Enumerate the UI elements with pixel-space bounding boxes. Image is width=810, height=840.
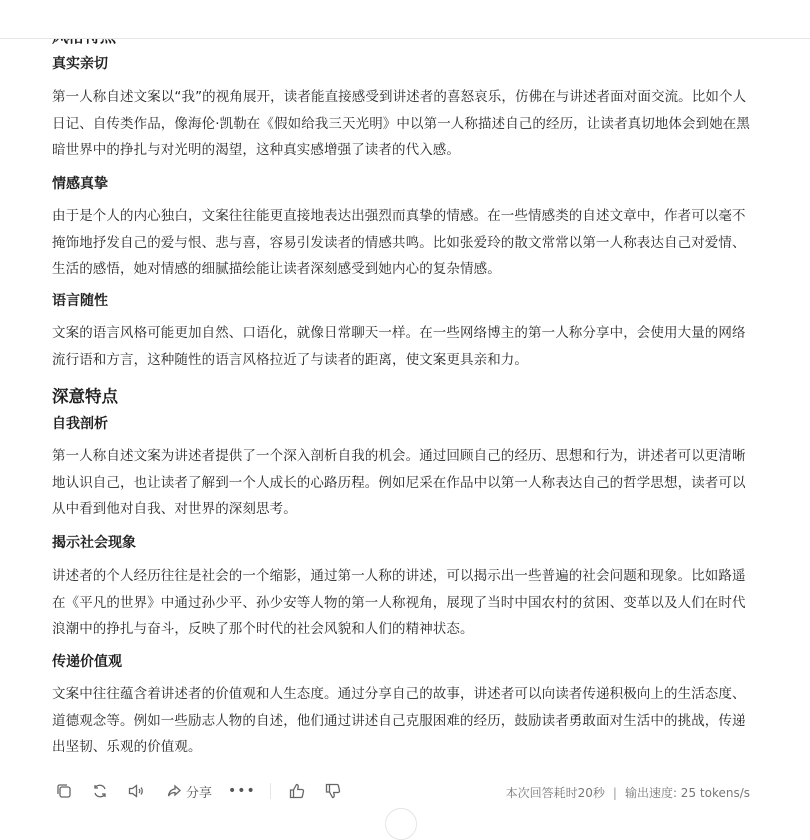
item-paragraph: 文案的语言风格可能更加自然、口语化，就像日常聊天一样。在一些网络博主的第一人称分享中，会使用大量的网络流行语和方言，这种随性的语言风格拉近了与读者的距离，使文案更具亲和力。 — [52, 325, 746, 368]
share-icon — [166, 783, 182, 799]
more-button[interactable]: ••• — [228, 783, 256, 799]
share-label: 分享 — [186, 785, 213, 801]
regenerate-button[interactable] — [88, 779, 112, 803]
refresh-icon — [91, 782, 109, 800]
like-button[interactable] — [285, 779, 309, 803]
sticky-header — [0, 0, 810, 39]
dislike-button[interactable] — [321, 779, 345, 803]
item-title: 真实亲切 — [52, 56, 108, 72]
copy-button[interactable] — [52, 779, 76, 803]
elapsed-time: 本次回答耗时20秒 — [505, 786, 605, 800]
item-title: 传递价值观 — [52, 654, 122, 670]
item-title: 语言随性 — [52, 293, 108, 309]
item-paragraph: 文案中往往蕴含着讲述者的价值观和人生态度。通过分享自己的故事，讲述者可以向读者传递积极向上的生活态度、道德观念等。例如一些励志人物的自述，他们通过讲述自己克服困难的经历，鼓励读者勇敢面对生活中的挑战，传递出坚韧、乐观的价值观。 — [52, 686, 746, 755]
item-title: 情感真挚 — [52, 176, 108, 192]
thumbs-down-icon — [324, 782, 342, 800]
scroll-to-bottom-button[interactable] — [385, 808, 417, 840]
section-heading-depth: 深意特点 — [52, 387, 118, 406]
response-stats — [506, 784, 750, 801]
share-button[interactable] — [166, 782, 212, 801]
item-paragraph: 由于是个人的内心独白，文案往往能更直接地表达出强烈而真挚的情感。在一些情感类的自述文章中，作者可以毫不掩饰地抒发自己的爱与恨、悲与喜，容易引发读者的情感共鸣。比如张爱玲的散文常常以第一人称表达自己对爱情、生活的感悟，她对情感的细腻描绘能让读者深刻感受到她内心的复杂情感。 — [52, 208, 746, 277]
item-paragraph: 第一人称自述文案以“我”的视角展开，读者能直接感受到讲述者的喜怒哀乐，仿佛在与讲述者面对面交流。比如个人日记、自传类作品，像海伦·凯勒在《假如给我三天光明》中以第一人称描述自己的经历，让读者真切地体会到她在黑暗世界中的挣扎与对光明的渴望，这种真实感增强了读者的代入感。 — [52, 89, 750, 158]
stats-divider: | — [612, 786, 617, 800]
item-title: 自我剖析 — [52, 416, 108, 432]
divider — [270, 783, 271, 799]
output-speed: 输出速度: 25 tokens/s — [624, 786, 750, 800]
copy-icon — [55, 782, 73, 800]
item-paragraph: 第一人称自述文案为讲述者提供了一个深入剖析自我的机会。通过回顾自己的经历、思想和行为，讲述者可以更清晰地认识自己，也让读者了解到一个人成长的心路历程。例如尼采在作品中以第一人称表达自己的哲学思想，读者可以从中看到他对自我、对世界的深刻思考。 — [52, 448, 746, 517]
item-title: 揭示社会现象 — [52, 535, 136, 551]
thumbs-up-icon — [288, 782, 306, 800]
speaker-icon — [127, 782, 145, 800]
item-paragraph: 讲述者的个人经历往往是社会的一个缩影，通过第一人称的讲述，可以揭示出一些普遍的社会问题和现象。比如路遥在《平凡的世界》中通过孙少平、孙少安等人物的第一人称视角，展现了当时中国农村的贫困、变革以及人们在时代浪潮中的挣扎与奋斗，反映了那个时代的社会风貌和人们的精神状态。 — [52, 568, 746, 637]
read-aloud-button[interactable] — [124, 779, 148, 803]
